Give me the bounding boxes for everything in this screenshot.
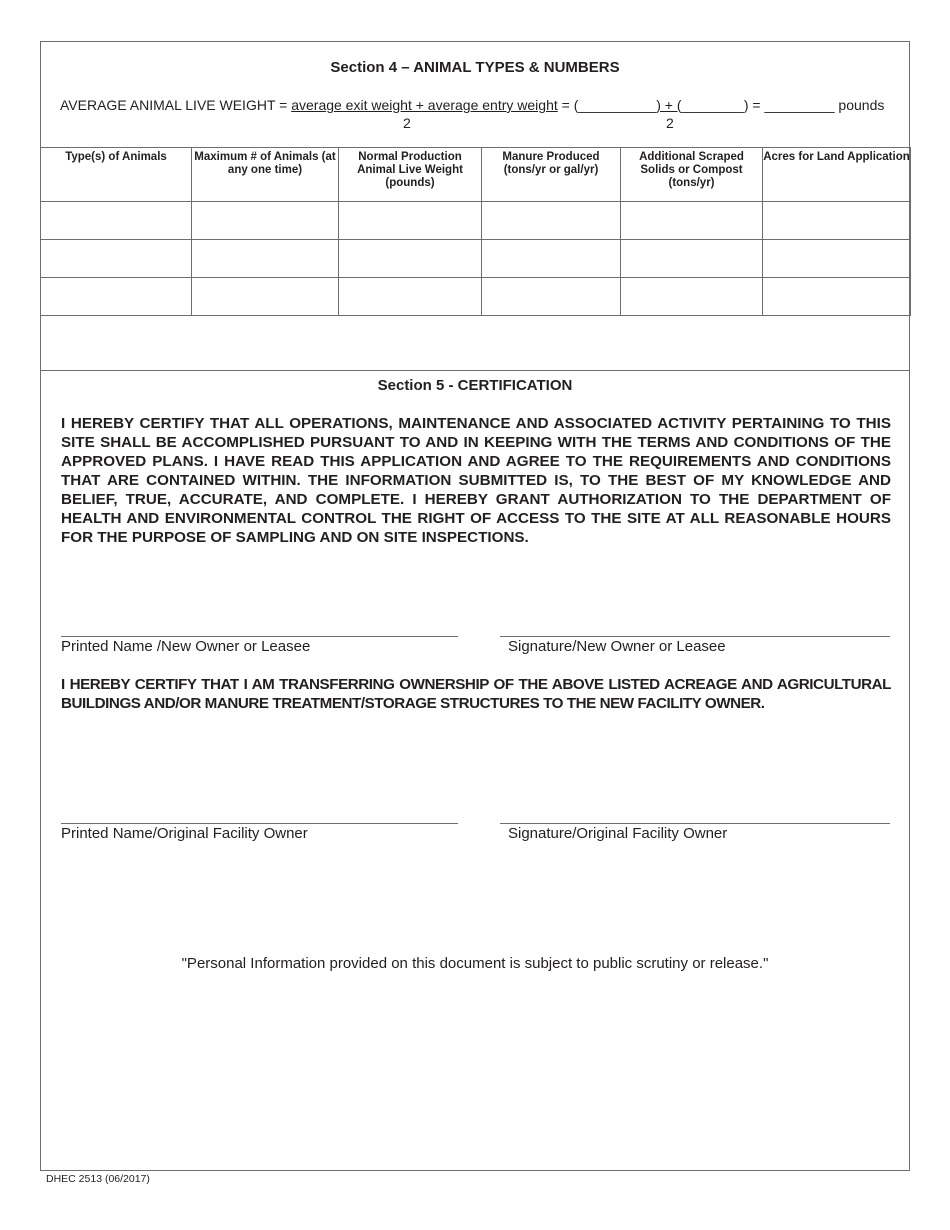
table-cell[interactable]	[41, 202, 192, 240]
table-cell[interactable]	[339, 240, 482, 278]
original-owner-name-label: Printed Name/Original Facility Owner	[61, 825, 308, 842]
table-cell[interactable]	[763, 202, 911, 240]
col-acres: Acres for Land Application	[763, 148, 911, 202]
table-cell[interactable]	[482, 202, 621, 240]
table-cell[interactable]	[41, 240, 192, 278]
new-owner-signature-line[interactable]	[500, 636, 890, 637]
table-cell[interactable]	[621, 278, 763, 316]
exit-weight-blank[interactable]: __________	[578, 97, 657, 113]
table-row	[41, 278, 911, 316]
table-cell[interactable]	[339, 202, 482, 240]
table-cell[interactable]	[482, 278, 621, 316]
table-row	[41, 240, 911, 278]
form-id: DHEC 2513 (06/2017)	[46, 1173, 150, 1185]
section4-title: Section 4 – ANIMAL TYPES & NUMBERS	[330, 59, 620, 76]
formula-numerator: average exit weight + average entry weight	[291, 97, 558, 113]
table-row	[41, 202, 911, 240]
result-weight-blank[interactable]: _________	[764, 97, 835, 113]
section5-title: Section 5 - CERTIFICATION	[377, 377, 573, 394]
table-header-row	[41, 148, 911, 202]
formula-label: AVERAGE ANIMAL LIVE WEIGHT =	[60, 97, 292, 113]
original-owner-signature-label: Signature/Original Facility Owner	[508, 825, 728, 842]
table-cell[interactable]	[339, 278, 482, 316]
col-animal-types: Type(s) of Animals	[41, 148, 192, 202]
form-frame	[40, 41, 910, 1171]
table-cell[interactable]	[41, 278, 192, 316]
certification-statement: I HEREBY CERTIFY THAT ALL OPERATIONS, MAINTENANCE AND ASSOCIATED ACTIVITY PERTAINING TO THIS SITE SHALL BE ACCOMPLISHED PURSUANT TO AND IN KEEPING WITH THE TERMS AND CONDITIONS OF THE APPROVED PLANS. I HAVE READ THIS APPLICATION AND AGREE TO THE REQUIREMENTS AND CONDITIONS THAT ARE CONTAINED WITHIN. THE INFORMATION SUBMITTED IS, TO THE BEST OF MY KNOWLEDGE AND BELIEF, TRUE, ACCURATE, AND COMPLETE. I HEREBY GRANT AUTHORIZATION TO THE DEPARTMENT OF HEALTH AND ENVIRONMENTAL CONTROL THE RIGHT OF ACCESS TO THE SITE AT ALL REASONABLE HOURS FOR THE PURPOSE OF SAMPLING AND ON SITE INSPECTIONS.	[61, 415, 891, 546]
original-owner-signature-line[interactable]	[500, 823, 890, 824]
entry-weight-blank[interactable]: ________	[681, 97, 744, 113]
average-weight-formula	[60, 97, 884, 113]
original-owner-name-line[interactable]	[61, 823, 458, 824]
transfer-statement: I HEREBY CERTIFY THAT I AM TRANSFERRING OWNERSHIP OF THE ABOVE LISTED ACREAGE AND AGRICULTURAL BUILDINGS AND/OR MANURE TREATMENT/STORAGE STRUCTURES TO THE NEW FACILITY OWNER.	[61, 676, 891, 712]
animal-types-table	[40, 147, 911, 316]
col-max-animals: Maximum # of Animals (at any one time)	[192, 148, 339, 202]
new-owner-name-line[interactable]	[61, 636, 458, 637]
table-cell[interactable]	[192, 278, 339, 316]
table-cell[interactable]	[192, 202, 339, 240]
table-cell[interactable]	[192, 240, 339, 278]
formula-unit: pounds	[834, 97, 885, 113]
table-cell[interactable]	[621, 240, 763, 278]
col-manure-produced: Manure Produced (tons/yr or gal/yr)	[482, 148, 621, 202]
table-cell[interactable]	[763, 240, 911, 278]
formula-equals: = (	[557, 97, 579, 113]
col-live-weight: Normal Production Animal Live Weight (pounds)	[339, 148, 482, 202]
table-cell[interactable]	[621, 202, 763, 240]
table-cell[interactable]	[763, 278, 911, 316]
section-divider	[41, 370, 909, 371]
formula-denominator-1: 2	[403, 115, 411, 131]
formula-plus: ) + (	[656, 97, 682, 113]
new-owner-name-label: Printed Name /New Owner or Leasee	[61, 638, 311, 655]
formula-equals-2: ) =	[743, 97, 765, 113]
privacy-notice: "Personal Information provided on this document is subject to public scrutiny or release."	[181, 955, 769, 972]
table-cell[interactable]	[482, 240, 621, 278]
col-scraped-solids: Additional Scraped Solids or Compost (tons/yr)	[621, 148, 763, 202]
new-owner-signature-label: Signature/New Owner or Leasee	[508, 638, 726, 655]
formula-denominator-2: 2	[666, 115, 674, 131]
